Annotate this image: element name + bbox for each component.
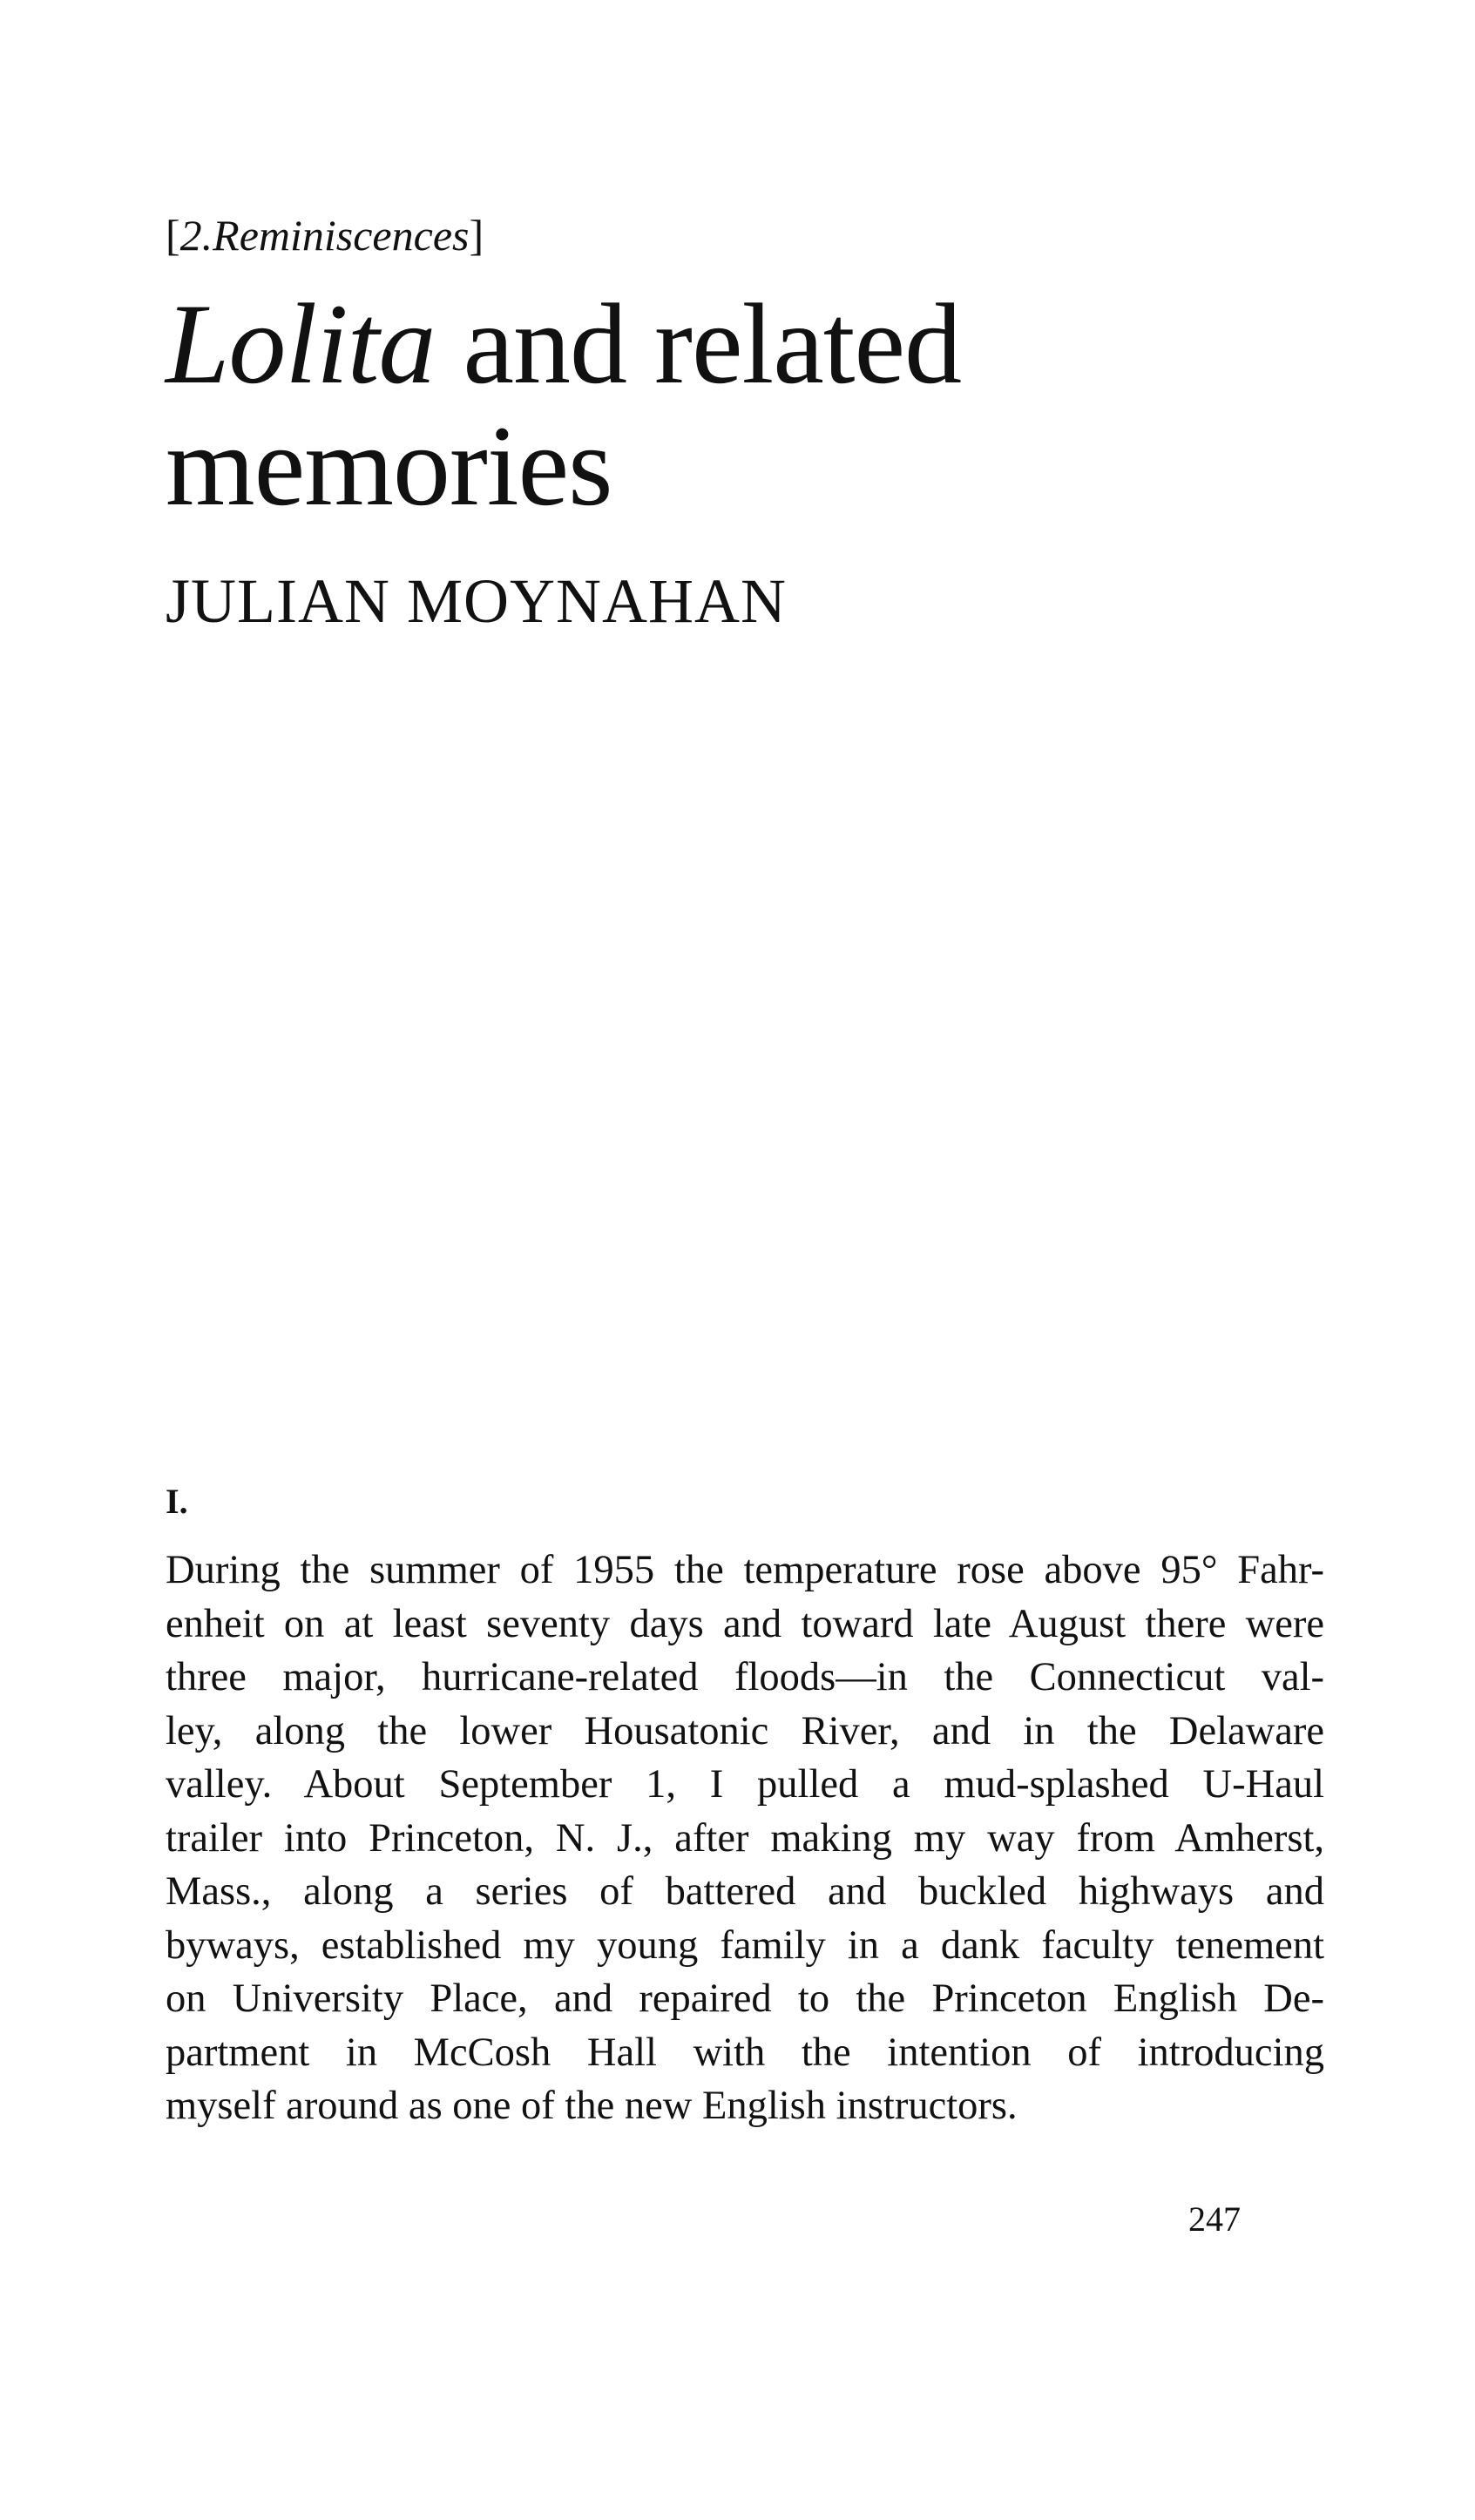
- title-italic-part: Lolita: [166, 280, 436, 408]
- body-line: three major, hurricane-related floods—in the Connecticut val-: [166, 1655, 1324, 1699]
- body-line: ley, along the lower Housatonic River, and in the Delaware: [166, 1708, 1324, 1753]
- section-tag-open-bracket: [: [166, 211, 180, 260]
- page-number: 247: [1188, 2199, 1241, 2239]
- body-line: partment in McCosh Hall with the intention of introducing: [166, 2030, 1324, 2075]
- section-tag-close-bracket: ]: [469, 211, 484, 260]
- section-tag-label: 2.Reminiscences: [179, 211, 470, 260]
- section-tag: [166, 209, 484, 261]
- body-line: trailer into Princeton, N. J., after making my way from Amherst,: [166, 1815, 1324, 1861]
- body-line: Mass., along a series of battered and buckled highways and: [166, 1869, 1324, 1914]
- body-line: valley. About September 1, I pulled a mud-splashed U-Haul: [166, 1762, 1324, 1807]
- body-line: myself around as one of the new English instructors.: [166, 2084, 1018, 2128]
- body-line: enheit on at least seventy days and toward late August there were: [166, 1601, 1324, 1646]
- title-rest-line1: and related: [435, 280, 962, 408]
- section-number: I.: [166, 1482, 188, 1521]
- body-line: During the summer of 1955 the temperature rose above 95° Fahr-: [166, 1548, 1324, 1592]
- body-line: on University Place, and repaired to the Princeton English De-: [166, 1976, 1324, 2021]
- body-line: byways, established my young family in a dank faculty tenement: [166, 1922, 1324, 1968]
- author-name: JULIAN MOYNAHAN: [166, 566, 787, 636]
- title-line2: memories: [166, 402, 612, 530]
- body-paragraph: [166, 1544, 1324, 2133]
- article-title: [166, 280, 1298, 530]
